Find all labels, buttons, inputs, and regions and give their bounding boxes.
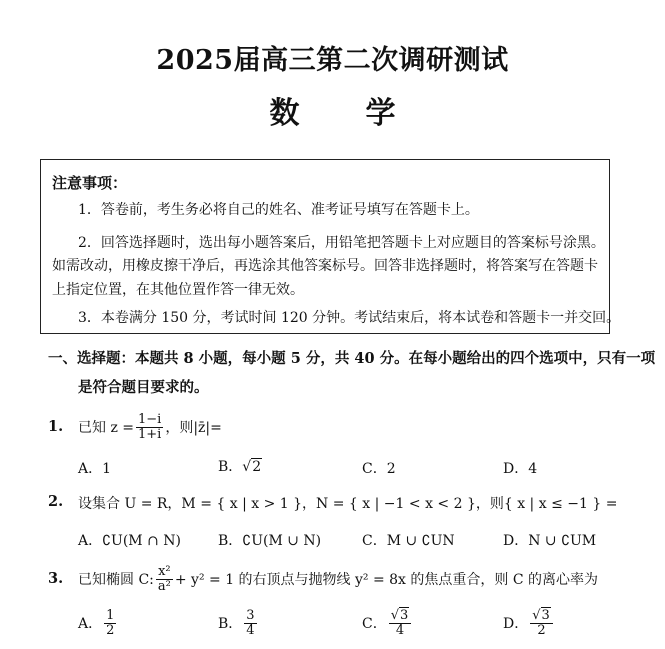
fraction-numerator: 3 bbox=[246, 608, 255, 623]
subject-char-1: 数 bbox=[269, 96, 300, 131]
section-1-heading: 一、选择题：本题共 8 小题，每小题 5 分，共 40 分。在每小题给出的四个选项中，只有一项 bbox=[48, 350, 656, 367]
notice-line-2b: 如需改动，用橡皮擦干净后，再选涂其他答案标号。回答非选择题时，将答案写在答题卡 bbox=[52, 258, 598, 274]
fraction-numerator bbox=[389, 609, 412, 624]
question-3-option-c bbox=[362, 609, 413, 637]
question-2-number: 2. bbox=[48, 493, 64, 510]
question-3-option-a bbox=[78, 609, 118, 637]
fraction-numerator: 1−i bbox=[138, 411, 162, 427]
option-b-label: B． bbox=[218, 616, 243, 633]
question-1-suffix: ，则|z̄|= bbox=[165, 420, 222, 436]
option-b-label: B． bbox=[218, 459, 243, 475]
question-3-prefix: 已知椭圆 C: bbox=[78, 572, 154, 588]
section-1-heading-cont: 是符合题目要求的。 bbox=[78, 379, 209, 396]
question-1-option-a: A．1 bbox=[78, 461, 112, 477]
question-2-option-b: B．∁U(M ∪ N) bbox=[218, 533, 322, 549]
sqrt-symbol: √2 bbox=[242, 459, 262, 475]
question-3-stem bbox=[78, 560, 598, 598]
notice-title: 注意事项： bbox=[52, 174, 128, 192]
notice-line-2a: 2．回答选择题时，选出每小题答案后，用铅笔把答题卡上对应题目的答案标号涂黑。 bbox=[78, 235, 605, 251]
question-1-option-d: D．4 bbox=[503, 461, 538, 477]
sqrt-symbol: √3 bbox=[390, 608, 409, 623]
question-3-number: 3. bbox=[48, 570, 64, 587]
fraction-numerator bbox=[530, 609, 553, 624]
notice-line-1: 1．答卷前，考生务必将自己的姓名、准考证号填写在答题卡上。 bbox=[78, 202, 479, 218]
question-3-option-d bbox=[503, 609, 555, 637]
question-1-prefix: 已知 z = bbox=[78, 420, 135, 436]
question-1-option-c: C．2 bbox=[362, 461, 396, 477]
question-3-fraction bbox=[156, 565, 173, 593]
fraction-denominator: a² bbox=[157, 578, 171, 594]
radicand: 3 bbox=[400, 608, 409, 623]
question-3-suffix: + y² = 1 的右顶点与抛物线 y² = 8x 的焦点重合，则 C 的离心率为 bbox=[174, 572, 599, 588]
notice-line-3: 3．本卷满分 150 分，考试时间 120 分钟。考试结束后，将本试卷和答题卡一并交回。 bbox=[78, 310, 621, 326]
radicand: 3 bbox=[541, 608, 550, 623]
question-2-option-c: C．M ∪ ∁UN bbox=[362, 533, 455, 549]
fraction-denominator: 4 bbox=[246, 622, 255, 638]
sqrt-symbol: √3 bbox=[532, 608, 550, 623]
radicand: 2 bbox=[252, 459, 262, 475]
question-2-stem: 设集合 U = R，M = { x | x > 1 }，N = { x | −1 < x < 2 }，则{ x | x ≤ −1 } = bbox=[78, 496, 618, 512]
notice-line-2c: 上指定位置，在其他位置作答一律无效。 bbox=[52, 282, 304, 298]
fraction-denominator: 2 bbox=[106, 622, 115, 638]
fraction-denominator: 2 bbox=[537, 622, 546, 638]
question-3-option-b bbox=[218, 609, 259, 637]
question-1-number: 1. bbox=[48, 418, 64, 435]
fraction-denominator: 1+i bbox=[138, 426, 162, 442]
option-c-label: C． bbox=[362, 616, 387, 633]
fraction-numerator: 1 bbox=[106, 608, 115, 623]
option-d-label: D． bbox=[503, 616, 529, 633]
question-1-fraction bbox=[136, 413, 163, 441]
subject-char-2: 学 bbox=[365, 96, 396, 131]
option-a-label: A． bbox=[78, 616, 103, 633]
question-2-option-d: D．N ∪ ∁UM bbox=[503, 533, 597, 549]
fraction-denominator: 4 bbox=[395, 622, 405, 638]
option-c-fraction bbox=[389, 609, 412, 637]
fraction-numerator: x² bbox=[158, 563, 171, 579]
exam-title: 2025届高三第二次调研测试 bbox=[156, 45, 509, 76]
question-1-stem bbox=[78, 409, 222, 445]
option-d-fraction bbox=[530, 609, 553, 637]
question-1-option-b bbox=[218, 456, 262, 476]
option-b-fraction bbox=[244, 609, 256, 637]
option-a-fraction bbox=[104, 609, 116, 637]
question-2-option-a: A．∁U(M ∩ N) bbox=[78, 533, 181, 549]
subject-title bbox=[0, 88, 665, 132]
